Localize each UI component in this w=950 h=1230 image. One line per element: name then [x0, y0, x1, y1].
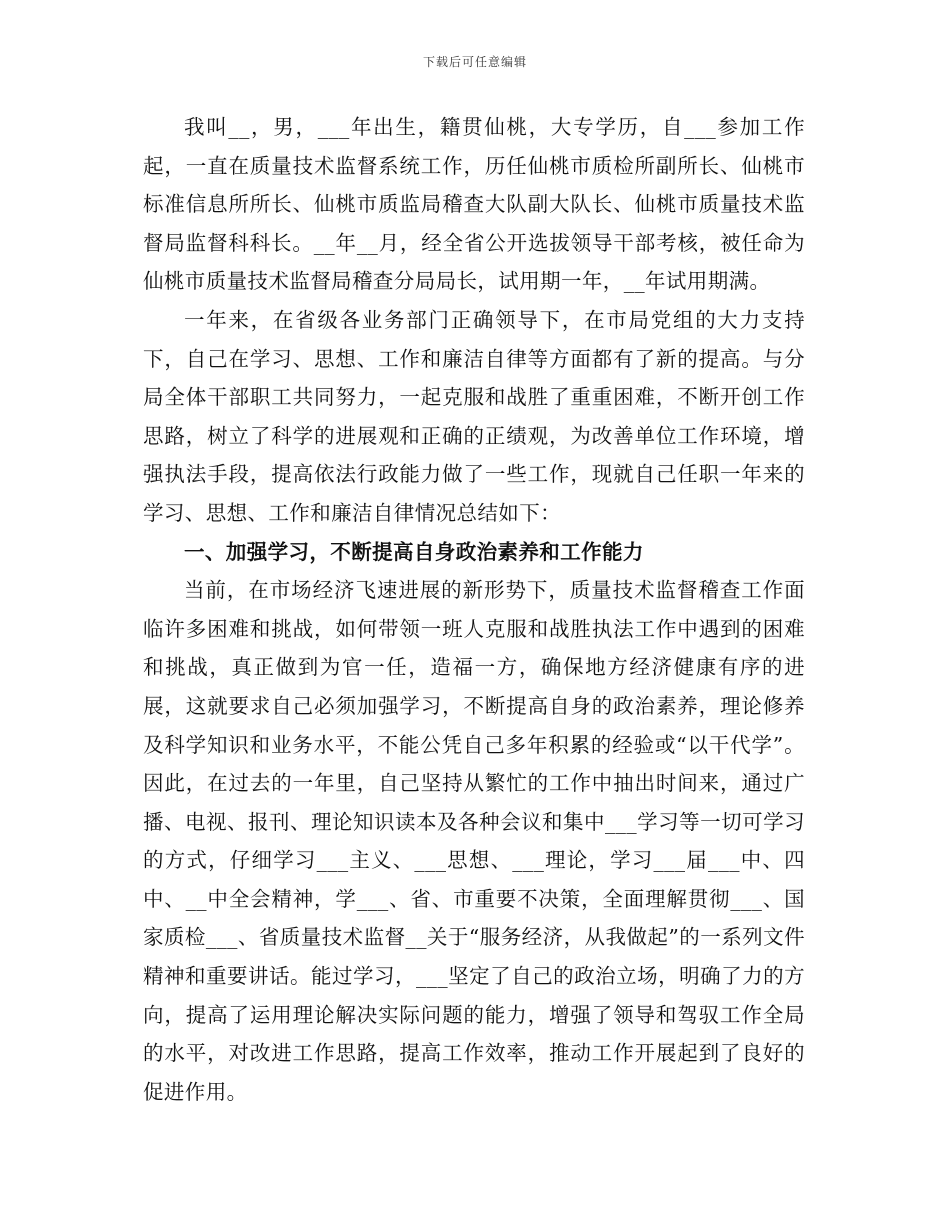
- paragraph-study: 当前，在市场经济飞速进展的新形势下，质量技术监督稽查工作面临许多困难和挑战，如何带领一班人克服和战胜执法工作中遇到的困难和挑战，真正做到为官一任，造福一方，确保地方经济健康有序的进展，这就要求自己必须加强学习，不断提高自身的政治素养，理论修养及科学知识和业务水平，不能公凭自己多年积累的经验或“以干代学”。因此，在过去的一年里，自己坚持从繁忙的工作中抽出时间来，通过广播、电视、报刊、理论知识读本及各种会议和集中___学习等一切可学习的方式，仔细学习___主义、___思想、___理论，学习___届___中、四中、__中全会精神，学___、省、市重要不决策，全面理解贯彻___、国家质检___、省质量技术监督__关于“服务经济，从我做起”的一系列文件精神和重要讲话。能过学习，___坚定了自己的政治立场，明确了力的方向，提高了运用理论解决实际问题的能力，增强了领导和驾驭工作全局的水平，对改进工作思路，提高工作效率，推动工作开展起到了良好的促进作用。: [143, 578, 805, 1104]
- section-heading: 一、加强学习，不断提高自身政治素养和工作能力: [184, 539, 644, 564]
- page-header: 下载后可任意编辑: [422, 55, 527, 69]
- paragraph-intro: 我叫__，男，___年出生，籍贯仙桃，大专学历，自___参加工作起，一直在质量技术监督系统工作，历任仙桃市质检所副所长、仙桃市标准信息所所长、仙桃市质监局稽查大队副大队长、仙桃市质量技术监督局监督科科长。__年__月，经全省公开选拔领导干部考核，被任命为仙桃市质量技术监督局稽查分局局长，试用期一年，__年试用期满。: [143, 115, 805, 294]
- paragraph-summary: 一年来，在省级各业务部门正确领导下，在市局党组的大力支持下，自己在学习、思想、工作和廉洁自律等方面都有了新的提高。与分局全体干部职工共同努力，一起克服和战胜了重重困难，不断开创工作思路，树立了科学的进展观和正确的正绩观，为改善单位工作环境，增强执法手段，提高依法行政能力做了一些工作，现就自己任职一年来的学习、思想、工作和廉洁自律情况总结如下：: [143, 307, 805, 525]
- document-body: [143, 108, 805, 1111]
